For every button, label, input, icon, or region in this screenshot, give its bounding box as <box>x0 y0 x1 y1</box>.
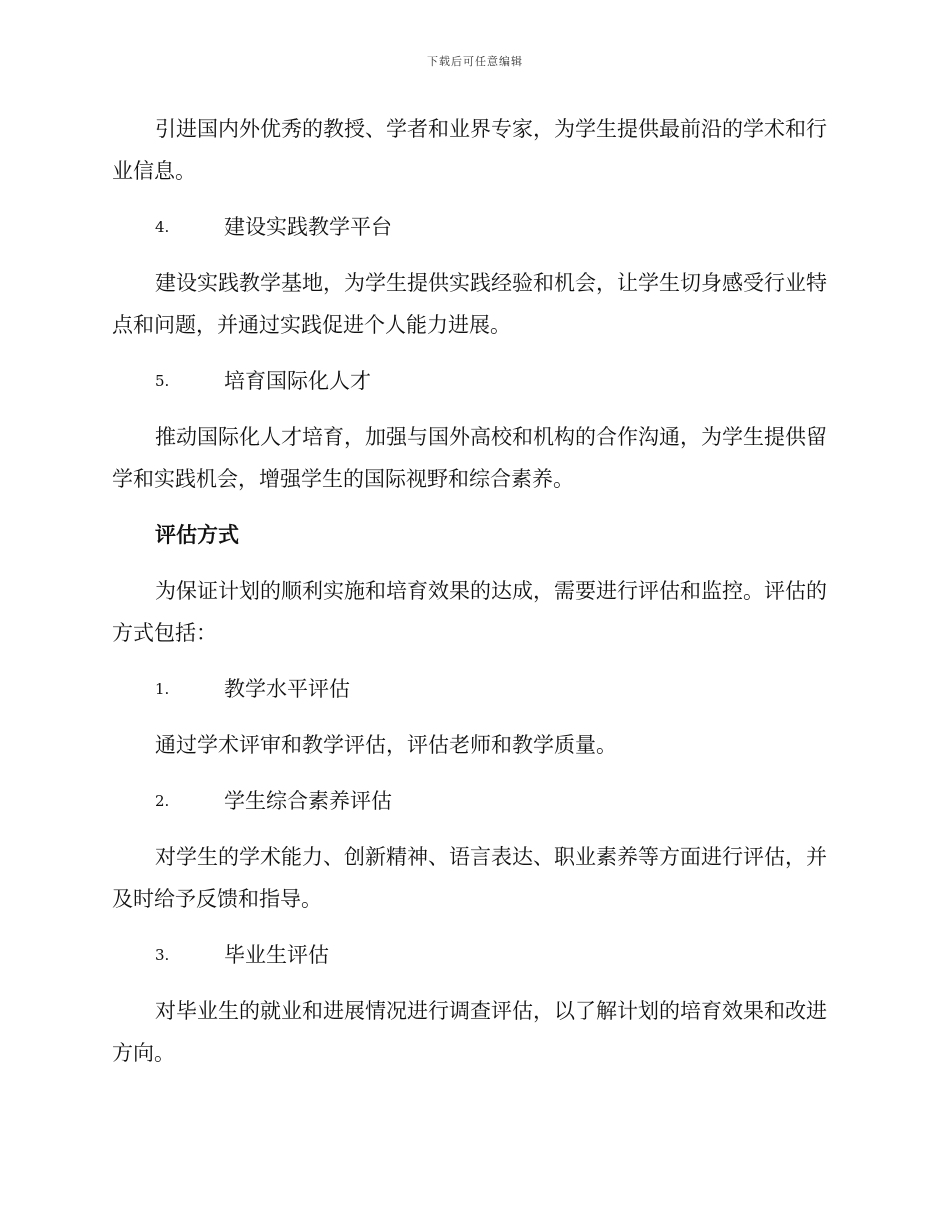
paragraph: 对毕业生的就业和进展情况进行调查评估，以了解计划的培育效果和改进方向。 <box>112 999 827 1065</box>
list-item-title: 毕业生评估 <box>224 943 329 967</box>
list-number: 2. <box>155 792 170 810</box>
paragraph: 对学生的学术能力、创新精神、语言表达、职业素养等方面进行评估，并及时给予反馈和指导。 <box>112 845 827 911</box>
list-item <box>112 780 834 822</box>
list-item <box>112 934 834 976</box>
list-number: 4. <box>155 218 170 236</box>
section-heading: 评估方式 <box>155 522 239 547</box>
paragraph: 推动国际化人才培育，加强与国外高校和机构的合作沟通，为学生提供留学和实践机会，增强学生的国际视野和综合素养。 <box>112 425 827 491</box>
paragraph: 建设实践教学基地，为学生提供实践经验和机会，让学生切身感受行业特点和问题，并通过实践促进个人能力进展。 <box>112 271 827 337</box>
list-item-title: 培育国际化人才 <box>224 369 371 393</box>
list-item-title: 教学水平评估 <box>224 677 350 701</box>
paragraph: 为保证计划的顺利实施和培育效果的达成，需要进行评估和监控。评估的方式包括： <box>112 579 827 645</box>
page-header: 下载后可任意编辑 <box>427 55 523 68</box>
list-item <box>112 360 834 402</box>
list-number: 3. <box>155 946 170 964</box>
document-body <box>112 108 834 1088</box>
list-item <box>112 206 834 248</box>
paragraph: 引进国内外优秀的教授、学者和业界专家，为学生提供最前沿的学术和行业信息。 <box>112 117 827 183</box>
list-item-title: 学生综合素养评估 <box>224 789 392 813</box>
paragraph: 通过学术评审和教学评估，评估老师和教学质量。 <box>155 733 617 757</box>
list-number: 5. <box>155 372 170 390</box>
list-item <box>112 668 834 710</box>
list-number: 1. <box>155 680 170 698</box>
list-item-title: 建设实践教学平台 <box>224 215 392 239</box>
